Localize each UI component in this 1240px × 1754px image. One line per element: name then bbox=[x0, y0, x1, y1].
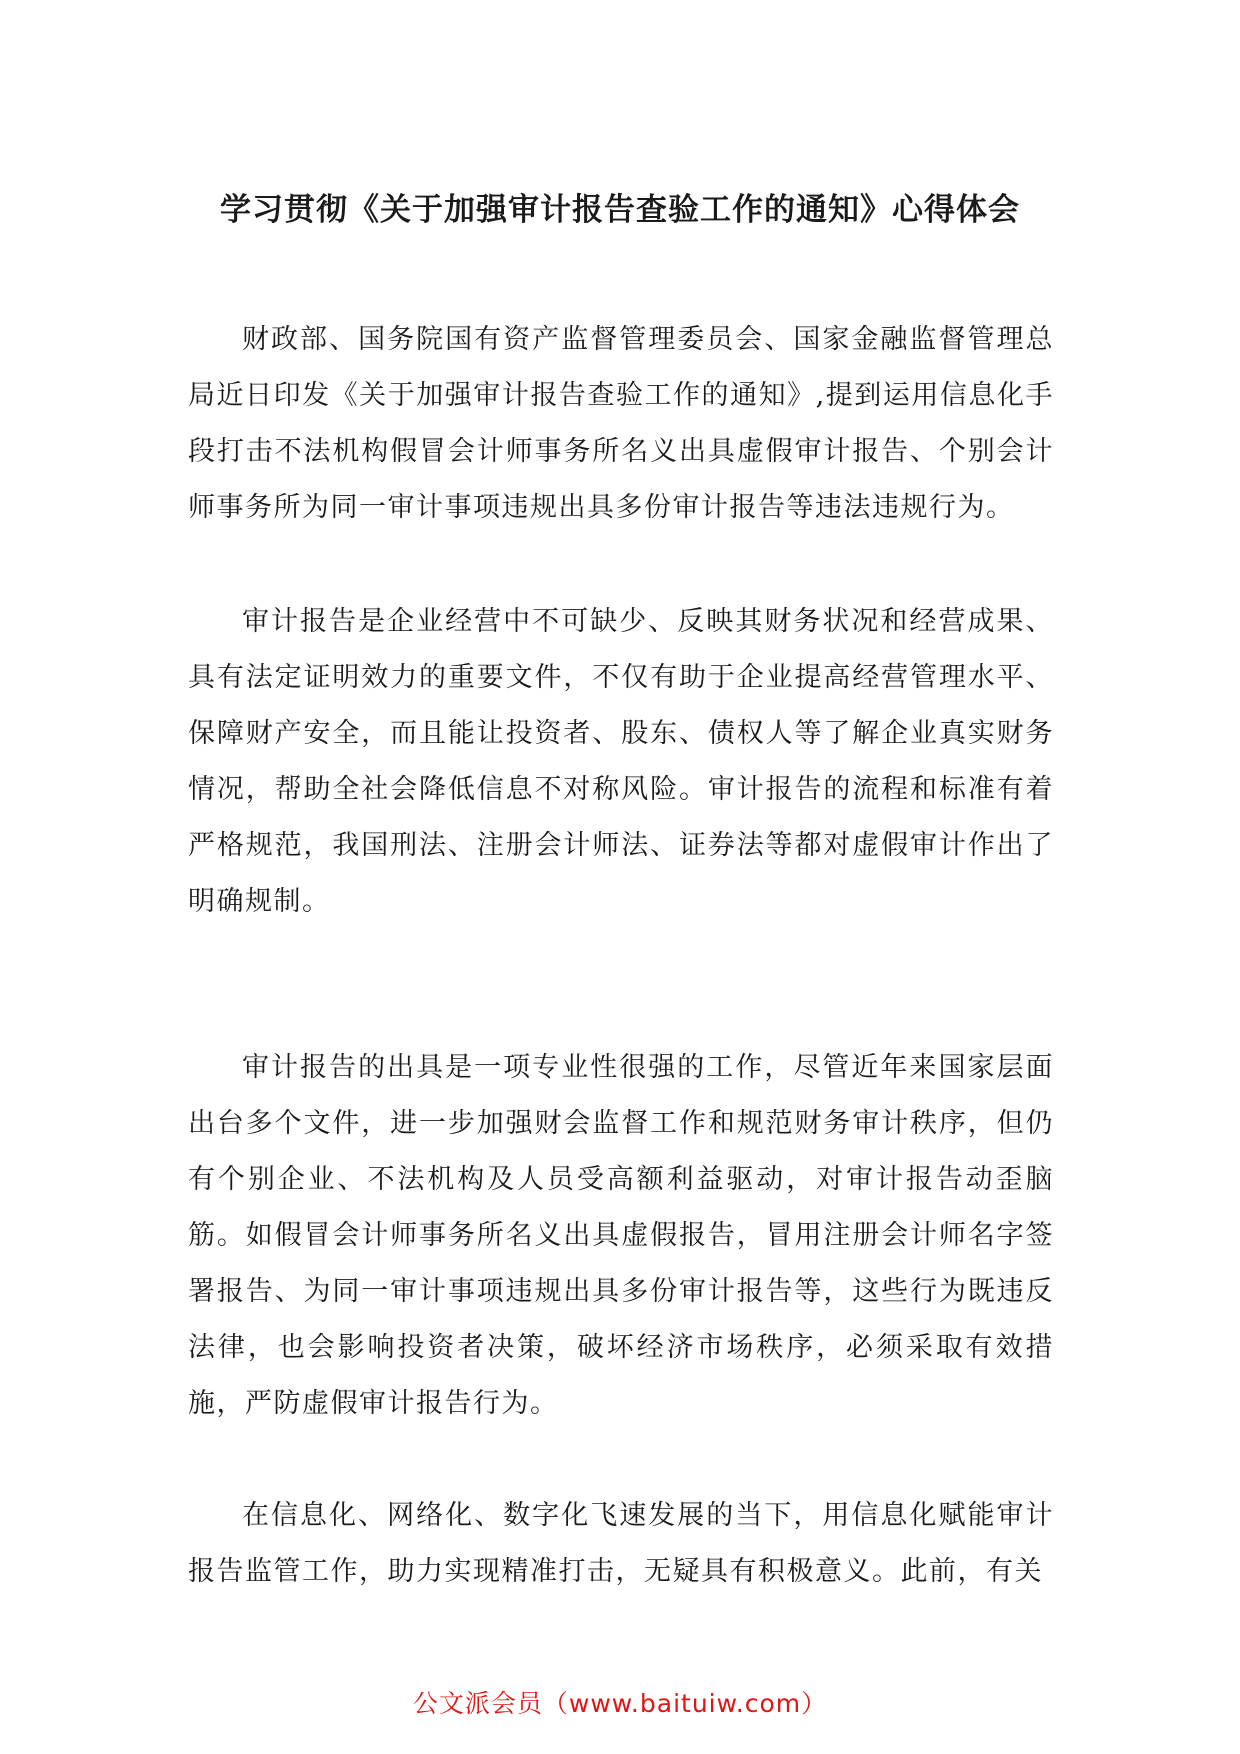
paragraph-1: 财政部、国务院国有资产监督管理委员会、国家金融监督管理总局近日印发《关于加强审计报告查验工作的通知》,提到运用信息化手段打击不法机构假冒会计师事务所名义出具虚假审计报告、个别会计师事务所为同一审计事项违规出具多份审计报告等违法违规行为。 bbox=[188, 324, 1054, 523]
paragraph-2: 审计报告是企业经营中不可缺少、反映其财务状况和经营成果、具有法定证明效力的重要文件，不仅有助于企业提高经营管理水平、保障财产安全，而且能让投资者、股东、债权人等了解企业真实财务情况，帮助全社会降低信息不对称风险。审计报告的流程和标准有着严格规范，我国刑法、注册会计师法、证券法等都对虚假审计作出了明确规制。 bbox=[188, 606, 1054, 917]
paragraph-3: 审计报告的出具是一项专业性很强的工作，尽管近年来国家层面出台多个文件，进一步加强财会监督工作和规范财务审计秩序，但仍有个别企业、不法机构及人员受高额利益驱动，对审计报告动歪脑筋。如假冒会计师事务所名义出具虚假报告，冒用注册会计师名字签署报告、为同一审计事项违规出具多份审计报告等，这些行为既违反法律，也会影响投资者决策，破坏经济市场秩序，必须采取有效措施，严防虚假审计报告行为。 bbox=[188, 1052, 1054, 1419]
paragraph-4: 在信息化、网络化、数字化飞速发展的当下，用信息化赋能审计报告监管工作，助力实现精准打击，无疑具有积极意义。此前，有关 bbox=[188, 1500, 1054, 1587]
footer-watermark-text: 公文派会员（www.baituiw.com） bbox=[412, 1689, 828, 1718]
document-title: 学习贯彻《关于加强审计报告查验工作的通知》心得体会 bbox=[220, 192, 1020, 228]
